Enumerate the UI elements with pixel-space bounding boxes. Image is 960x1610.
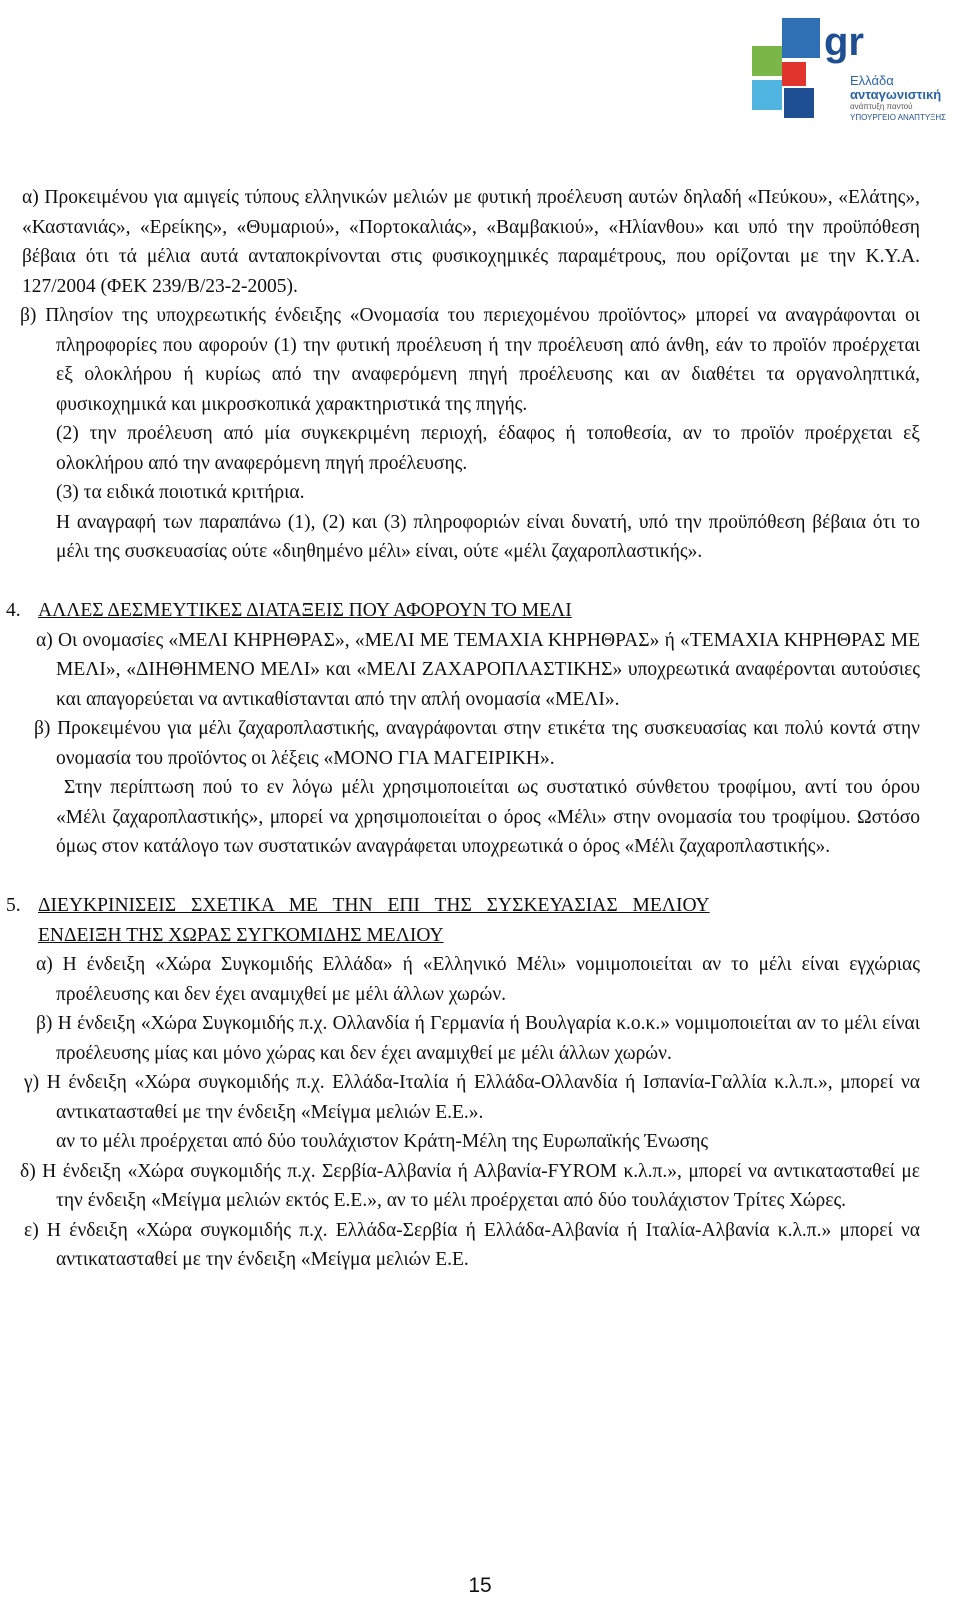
section4-b-note: Στην περίπτωση πού το εν λόγω μέλι χρησιμοποιείται ως συστατικό σύνθετου τροφίμου, αντί του όρου «Μέλι ζαχαροπλαστικής», μπορεί να χρησιμοποιείται ο όρος «Μέλι» στην ονομασία του τροφίμου. Ωστόσο όμως στον κατάλογο των συστατικών αναγράφεται υποχρεωτικά ο όρος «Μέλι ζαχαροπλαστικής». [56,777,920,857]
document-body [0,183,960,1275]
section4-number: 4. [6,600,21,621]
section5-b: β) Η ένδειξη «Χώρα Συγκομιδής π.χ. Ολλανδία ή Γερμανία ή Βουλγαρία κ.ο.κ.» νομιμοποιείται αν το μέλι είναι προέλευσης μίας και μόνο χώρας και δεν έχει αναμιχθεί με μέλι άλλων χωρών. [36,1013,920,1064]
logo-line4: ΥΠΟΥΡΓΕΙΟ ΑΝΑΠΤΥΞΗΣ [850,113,947,122]
section5-e: ε) Η ένδειξη «Χώρα συγκομιδής π.χ. Ελλάδα-Σερβία ή Ελλάδα-Αλβανία ή Ιταλία-Αλβανία κ.λ.π.» μπορεί να αντικατασταθεί με την ένδειξη «Μείγμα μελιών Ε.Ε. [24,1219,920,1270]
logo-tile-green [752,46,782,76]
logo-tile-darkblue [784,88,814,118]
logo-line1: Ελλάδα [850,73,894,88]
para-top-b-3: (3) τα ειδικά ποιοτικά κριτήρια. [56,482,305,503]
logo-line3: ανάπτυξη παντού [850,102,913,111]
para-top-b-intro: β) Πλησίον της υποχρεωτικής ένδειξης «Ονομασία του περιεχομένου προϊόντος» μπορεί να αναγράφονται οι πληροφορίες που αφορούν (1) την φυτική προέλευση ή την προέλευση από άνθη, εάν το προϊόν προέρχεται εξ ολοκλήρου ή κυρίως από την αναφερόμενη πηγή προέλευσης και αν διαθέτει τα οργανοληπτικά, φυσικοχημικά και μικροσκοπικά χαρακτηριστικά της πηγής. [20,305,920,415]
section5-d: δ) Η ένδειξη «Χώρα συγκομιδής π.χ. Σερβία-Αλβανία ή Αλβανία-FYROM κ.λ.π.», μπορεί να αντικατασταθεί με την ένδειξη «Μείγμα μελιών εκτός Ε.Ε.», αν το μέλι προέρχεται από δύο τουλάχιστον Τρίτες Χώρες. [20,1160,920,1211]
section5-heading [6,891,960,921]
section4-b: β) Προκειμένου για μέλι ζαχαροπλαστικής, αναγράφονται στην ετικέτα της συσκευασίας και πολύ κοντά στην ονομασία του προϊόντος οι λέξεις «ΜΟΝΟ ΓΙΑ ΜΑΓΕΙΡΙΚΗ». [34,718,920,769]
section5-a: α) Η ένδειξη «Χώρα Συγκομιδής Ελλάδα» ή «Ελληνικό Μέλι» νομιμοποιείται αν το μέλι είναι εγχώριας προέλευσης και δεν έχει αναμιχθεί με μέλι άλλων χωρών. [36,954,920,1005]
logo-tile-blue [782,18,820,58]
logo-badge: gr [824,20,864,64]
section5-c: γ) Η ένδειξη «Χώρα συγκομιδής π.χ. Ελλάδα-Ιταλία ή Ελλάδα-Ολλανδία ή Ισπανία-Γαλλία κ.λ.π.», μπορεί να αντικατασταθεί με την ένδειξη «Μείγμα μελιών Ε.Ε.». [24,1072,920,1123]
page-number: 15 [468,1574,492,1597]
section5-c-note: αν το μέλι προέρχεται από δύο τουλάχιστον Κράτη-Μέλη της Ευρωπαϊκής Ένωσης [56,1131,709,1152]
section5-title-line2: ΕΝΔΕΙΞΗ ΤΗΣ ΧΩΡΑΣ ΣΥΓΚΟΜΙΔΗΣ ΜΕΛΙΟΥ [38,924,444,946]
para-top-a: α) Προκειμένου για αμιγείς τύπους ελληνικών μελιών με φυτική προέλευση αυτών δηλαδή «Πεύκου», «Ελάτης», «Καστανιάς», «Ερείκης», «Θυμαριού», «Πορτοκαλιάς», «Βαμβακιού», «Ηλίανθου» και υπό την προϋπόθεση βέβαια ότι τά μέλια αυτά ανταποκρίνονται στις φυσικοχημικές παραμέτρους, που ορίζονται με την Κ.Υ.Α. 127/2004 (ΦΕΚ 239/Β/23-2-2005). [22,187,920,297]
para-top-b-2: (2) την προέλευση από μία συγκεκριμένη περιοχή, έδαφος ή τοποθεσία, αν το προϊόν προέρχεται εξ ολοκλήρου από την αναφερόμενη πηγή προέλευσης. [56,423,920,474]
para-top-b-note: Η αναγραφή των παραπάνω (1), (2) και (3) πληροφοριών είναι δυνατή, υπό την προϋπόθεση βέβαια ότι το μέλι της συσκευασίας ούτε «διηθημένο μέλι» είναι, ούτε «μέλι ζαχαροπλαστικής». [56,511,920,562]
section5-title-line1: ΔΙΕΥΚΡΙΝΙΣΕΙΣ ΣΧΕΤΙΚΑ ΜΕ ΤΗΝ ΕΠΙ ΤΗΣ ΣΥΣΚΕΥΑΣΙΑΣ ΜΕΛΙΟΥ [38,895,710,916]
section4-title: ΑΛΛΕΣ ΔΕΣΜΕΥΤΙΚΕΣ ΔΙΑΤΑΞΕΙΣ ΠΟΥ ΑΦΟΡΟΥΝ ΤΟ ΜΕΛΙ [38,600,572,621]
logo-tile-lightblue [752,80,782,110]
section4-heading [6,596,960,626]
logo [752,18,947,128]
section5-number: 5. [6,895,21,916]
logo-line2: ανταγωνιστική [850,87,942,102]
logo-tile-red [782,62,806,86]
section4-a: α) Οι ονομασίες «ΜΕΛΙ ΚΗΡΗΘΡΑΣ», «ΜΕΛΙ ΜΕ ΤΕΜΑΧΙΑ ΚΗΡΗΘΡΑΣ» ή «ΤΕΜΑΧΙΑ ΚΗΡΗΘΡΑΣ ΜΕ ΜΕΛΙ», «ΔΙΗΘΗΜΕΝΟ ΜΕΛΙ» και «ΜΕΛΙ ΖΑΧΑΡΟΠΛΑΣΤΙΚΗΣ» υποχρεωτικά αναφέρονται αυτούσιες και απαγορεύεται να αντικαθίστανται από την απλή ονομασία «ΜΕΛΙ». [36,629,920,710]
